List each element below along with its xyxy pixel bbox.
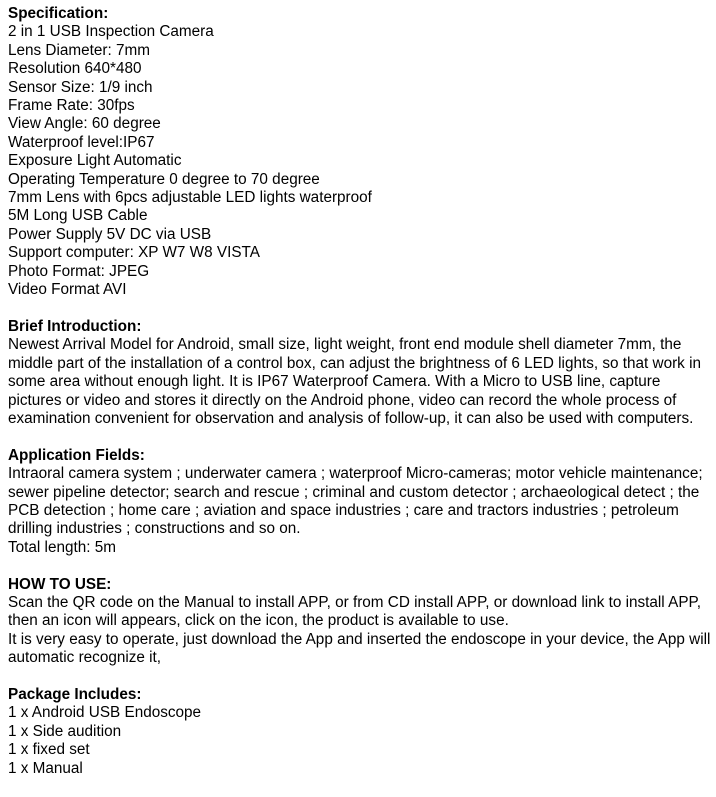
package-item: 1 x Side audition	[8, 722, 122, 740]
brief-introduction-section	[8, 318, 712, 428]
spec-line: Operating Temperature 0 degree to 70 degree	[8, 170, 320, 188]
spec-line: Frame Rate: 30fps	[8, 97, 135, 115]
application-fields-heading: Application Fields:	[8, 446, 145, 464]
spec-line: 5M Long USB Cable	[8, 207, 148, 225]
package-includes-section	[8, 686, 712, 778]
spec-line: Resolution 640*480	[8, 60, 142, 78]
spec-line: 7mm Lens with 6pcs adjustable LED lights waterproof	[8, 189, 372, 207]
spec-line: Video Format AVI	[8, 281, 127, 299]
spec-line: Lens Diameter: 7mm	[8, 41, 150, 59]
brief-introduction-text: Newest Arrival Model for Android, small size, light weight, front end module shell diameter 7mm, the middle part of the installation of a control box, can adjust the brightness of 6 LED lights, so that work in some area without enough light. It is IP67 Waterproof Camera. With a Micro to USB line, capture pictures or video and stores it directly on the Android phone, video can record the whole process of examination convenient for observation and analysis of follow-up, it can also be used with computers.	[8, 336, 701, 427]
how-to-use-paragraph: Scan the QR code on the Manual to install APP, or from CD install APP, or download link to install APP, then an icon will appears, click on the icon, the product is available to use.	[8, 593, 701, 630]
spec-line: Waterproof level:IP67	[8, 133, 155, 151]
application-fields-text: Intraoral camera system ; underwater camera ; waterproof Micro-cameras; motor vehicle maintenance; sewer pipeline detector; search and rescue ; criminal and custom detector ; archaeological detect ; the PCB detection ; home care ; aviation and space industries ; care and tractors industries ; petroleum drilling industries ; constructions and so on.	[8, 465, 703, 538]
brief-introduction-heading: Brief Introduction:	[8, 317, 142, 335]
spec-line: Sensor Size: 1/9 inch	[8, 78, 153, 96]
package-item: 1 x Android USB Endoscope	[8, 704, 202, 722]
spec-line: Power Supply 5V DC via USB	[8, 225, 212, 243]
package-item: 1 x Manual	[8, 759, 83, 777]
specification-section	[8, 5, 712, 300]
spec-line: 2 in 1 USB Inspection Camera	[8, 23, 214, 41]
spec-line: View Angle: 60 degree	[8, 115, 161, 133]
how-to-use-heading: HOW TO USE:	[8, 575, 112, 593]
application-fields-section	[8, 447, 712, 557]
spec-line: Photo Format: JPEG	[8, 262, 150, 280]
spec-line: Exposure Light Automatic	[8, 152, 182, 170]
how-to-use-paragraph: It is very easy to operate, just download the App and inserted the endoscope in your device, the App will automatic recognize it,	[8, 630, 711, 667]
how-to-use-section	[8, 576, 712, 668]
product-description	[8, 5, 712, 778]
package-includes-heading: Package Includes:	[8, 685, 142, 703]
specification-heading: Specification:	[8, 5, 109, 22]
package-item: 1 x fixed set	[8, 741, 90, 759]
total-length-text: Total length: 5m	[8, 538, 116, 556]
spec-line: Support computer: XP W7 W8 VISTA	[8, 244, 260, 262]
